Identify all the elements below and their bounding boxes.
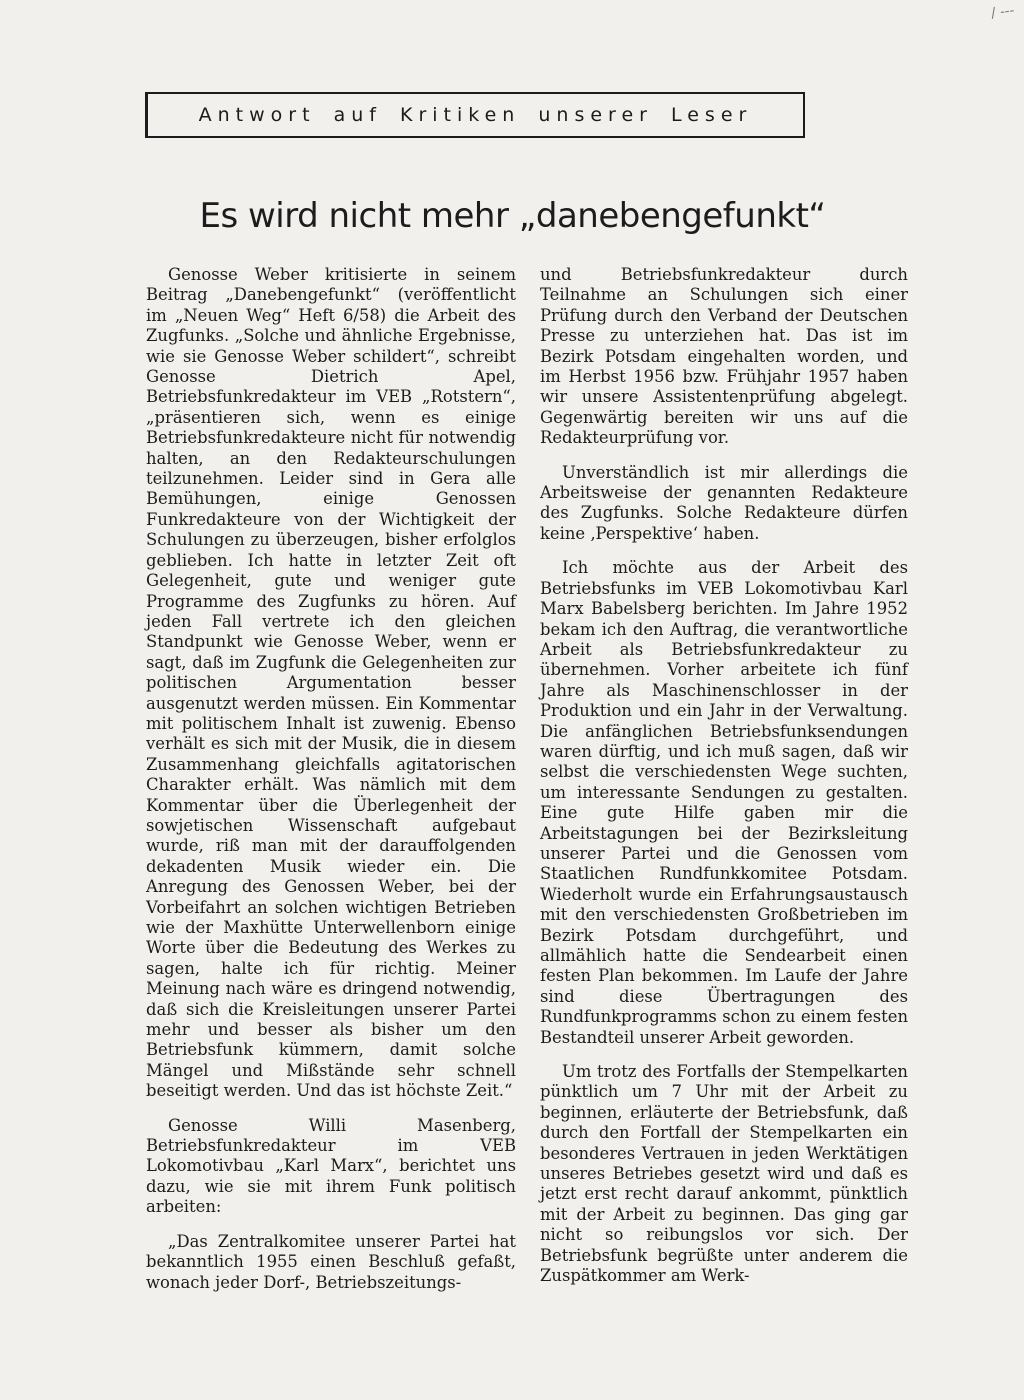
article-title: Es wird nicht mehr „danebengefunkt“ — [199, 196, 826, 236]
right-column — [540, 265, 908, 1287]
handwritten-margin-mark: / --- — [989, 2, 1015, 22]
paragraph: und Betriebsfunkredakteur durch Teilnahme an Schulungen sich einer Prüfung durch den Verband der Deutschen Presse zu unterziehen hat. Das ist im Bezirk Potsdam eingehalten worden, und im Herbst 1956 bzw. Frühjahr 1957 haben wir unsere Assistentenprüfung abgelegt. Gegenwärtig bereiten wir uns auf die Redakteurprüfung vor. — [540, 265, 908, 448]
section-header: Antwort auf Kritiken unserer Leser — [198, 104, 753, 126]
section-header-box — [145, 92, 805, 138]
paragraph: „Das Zentralkomitee unserer Partei hat bekanntlich 1955 einen Beschluß gefaßt, wonach jeder Dorf-, Betriebszeitungs- — [146, 1231, 516, 1292]
paragraph: Genosse Willi Masenberg, Betriebsfunkredakteur im VEB Lokomotivbau „Karl Marx“, berichtet uns dazu, wie sie mit ihrem Funk politisch arbeiten: — [146, 1115, 516, 1217]
left-column — [146, 265, 516, 1293]
paragraph: Um trotz des Fortfalls der Stempelkarten pünktlich um 7 Uhr mit der Arbeit zu beginnen, erläuterte der Betriebsfunk, daß durch den Fortfall der Stempelkarten ein besonderes Vertrauen in jeden Werktätigen unseres Betriebes gesetzt wird und daß es jetzt erst recht darauf ankommt, pünktlich mit der Arbeit zu beginnen. Das ging gar nicht so reibungslos vor sich. Der Betriebsfunk begrüßte unter anderem die Zuspätkommer am Werk- — [540, 1062, 908, 1286]
paragraph: Unverständlich ist mir allerdings die Arbeitsweise der genannten Redakteure des Zugfunks. Solche Redakteure dürfen keine ‚Perspektive‘ haben. — [540, 462, 908, 543]
paragraph: Ich möchte aus der Arbeit des Betriebsfunks im VEB Lokomotivbau Karl Marx Babelsberg berichten. Im Jahre 1952 bekam ich den Auftrag, die verantwortliche Arbeit als Betriebsfunkredakteur zu übernehmen. Vorher arbeitete ich fünf Jahre als Maschinenschlosser in der Produktion und ein Jahr in der Verwaltung. Die anfänglichen Betriebsfunksendungen waren dürftig, und ich muß sagen, daß wir selbst die verschiedensten Wege suchten, um interessante Sendungen zu gestalten. Eine gute Hilfe gaben mir die Arbeitstagungen bei der Bezirksleitung unserer Partei und die Genossen vom Staatlichen Rundfunkkomitee Potsdam. Wiederholt wurde ein Erfahrungsaustausch mit den verschiedensten Großbetrieben im Bezirk Potsdam durchgeführt, und allmählich hatte die Sendearbeit einen festen Plan bekommen. Im Laufe der Jahre sind diese Übertragungen des Rundfunkprogramms schon zu einem festen Bestandteil unserer Arbeit geworden. — [540, 558, 908, 1047]
paragraph: Genosse Weber kritisierte in seinem Beitrag „Danebengefunkt“ (veröffentlicht im „Neuen Weg“ Heft 6/58) die Arbeit des Zugfunks. „Solche und ähnliche Ergebnisse, wie sie Genosse Weber schildert“, schreibt Genosse Dietrich Apel, Betriebsfunkredakteur im VEB „Rotstern“, „präsentieren sich, wenn es einige Betriebsfunkredakteure nicht für notwendig halten, an den Redakteurschulungen teilzunehmen. Leider sind in Gera alle Bemühungen, einige Genossen Funkredakteure von der Wichtigkeit der Schulungen zu überzeugen, bisher erfolglos geblieben. Ich hatte in letzter Zeit oft Gelegenheit, gute und weniger gute Programme des Zugfunks zu hören. Auf jeden Fall vertrete ich den gleichen Standpunkt wie Genosse Weber, wenn er sagt, daß im Zugfunk die Gelegenheiten zur politischen Argumentation besser ausgenutzt werden müssen. Ein Kommentar mit politischem Inhalt ist zuwenig. Ebenso verhält es sich mit der Musik, die in diesem Zusammenhang gleichfalls agitatorischen Charakter erhält. Was nämlich mit dem Kommentar über die Überlegenheit der sowjetischen Wissenschaft aufgebaut wurde, riß man mit der darauffolgenden dekadenten Musik wieder ein. Die Anregung des Genossen Weber, bei der Vorbeifahrt an solchen wichtigen Betrieben wie der Maxhütte Unterwellenborn einige Worte über die Bedeutung des Werkes zu sagen, halte ich für richtig. Meiner Meinung nach wäre es dringend notwendig, daß sich die Kreisleitungen unserer Partei mehr und besser als bisher um den Betriebsfunk kümmern, damit solche Mängel und Mißstände sehr schnell beseitigt werden. Und das ist höchste Zeit.“ — [146, 265, 516, 1101]
